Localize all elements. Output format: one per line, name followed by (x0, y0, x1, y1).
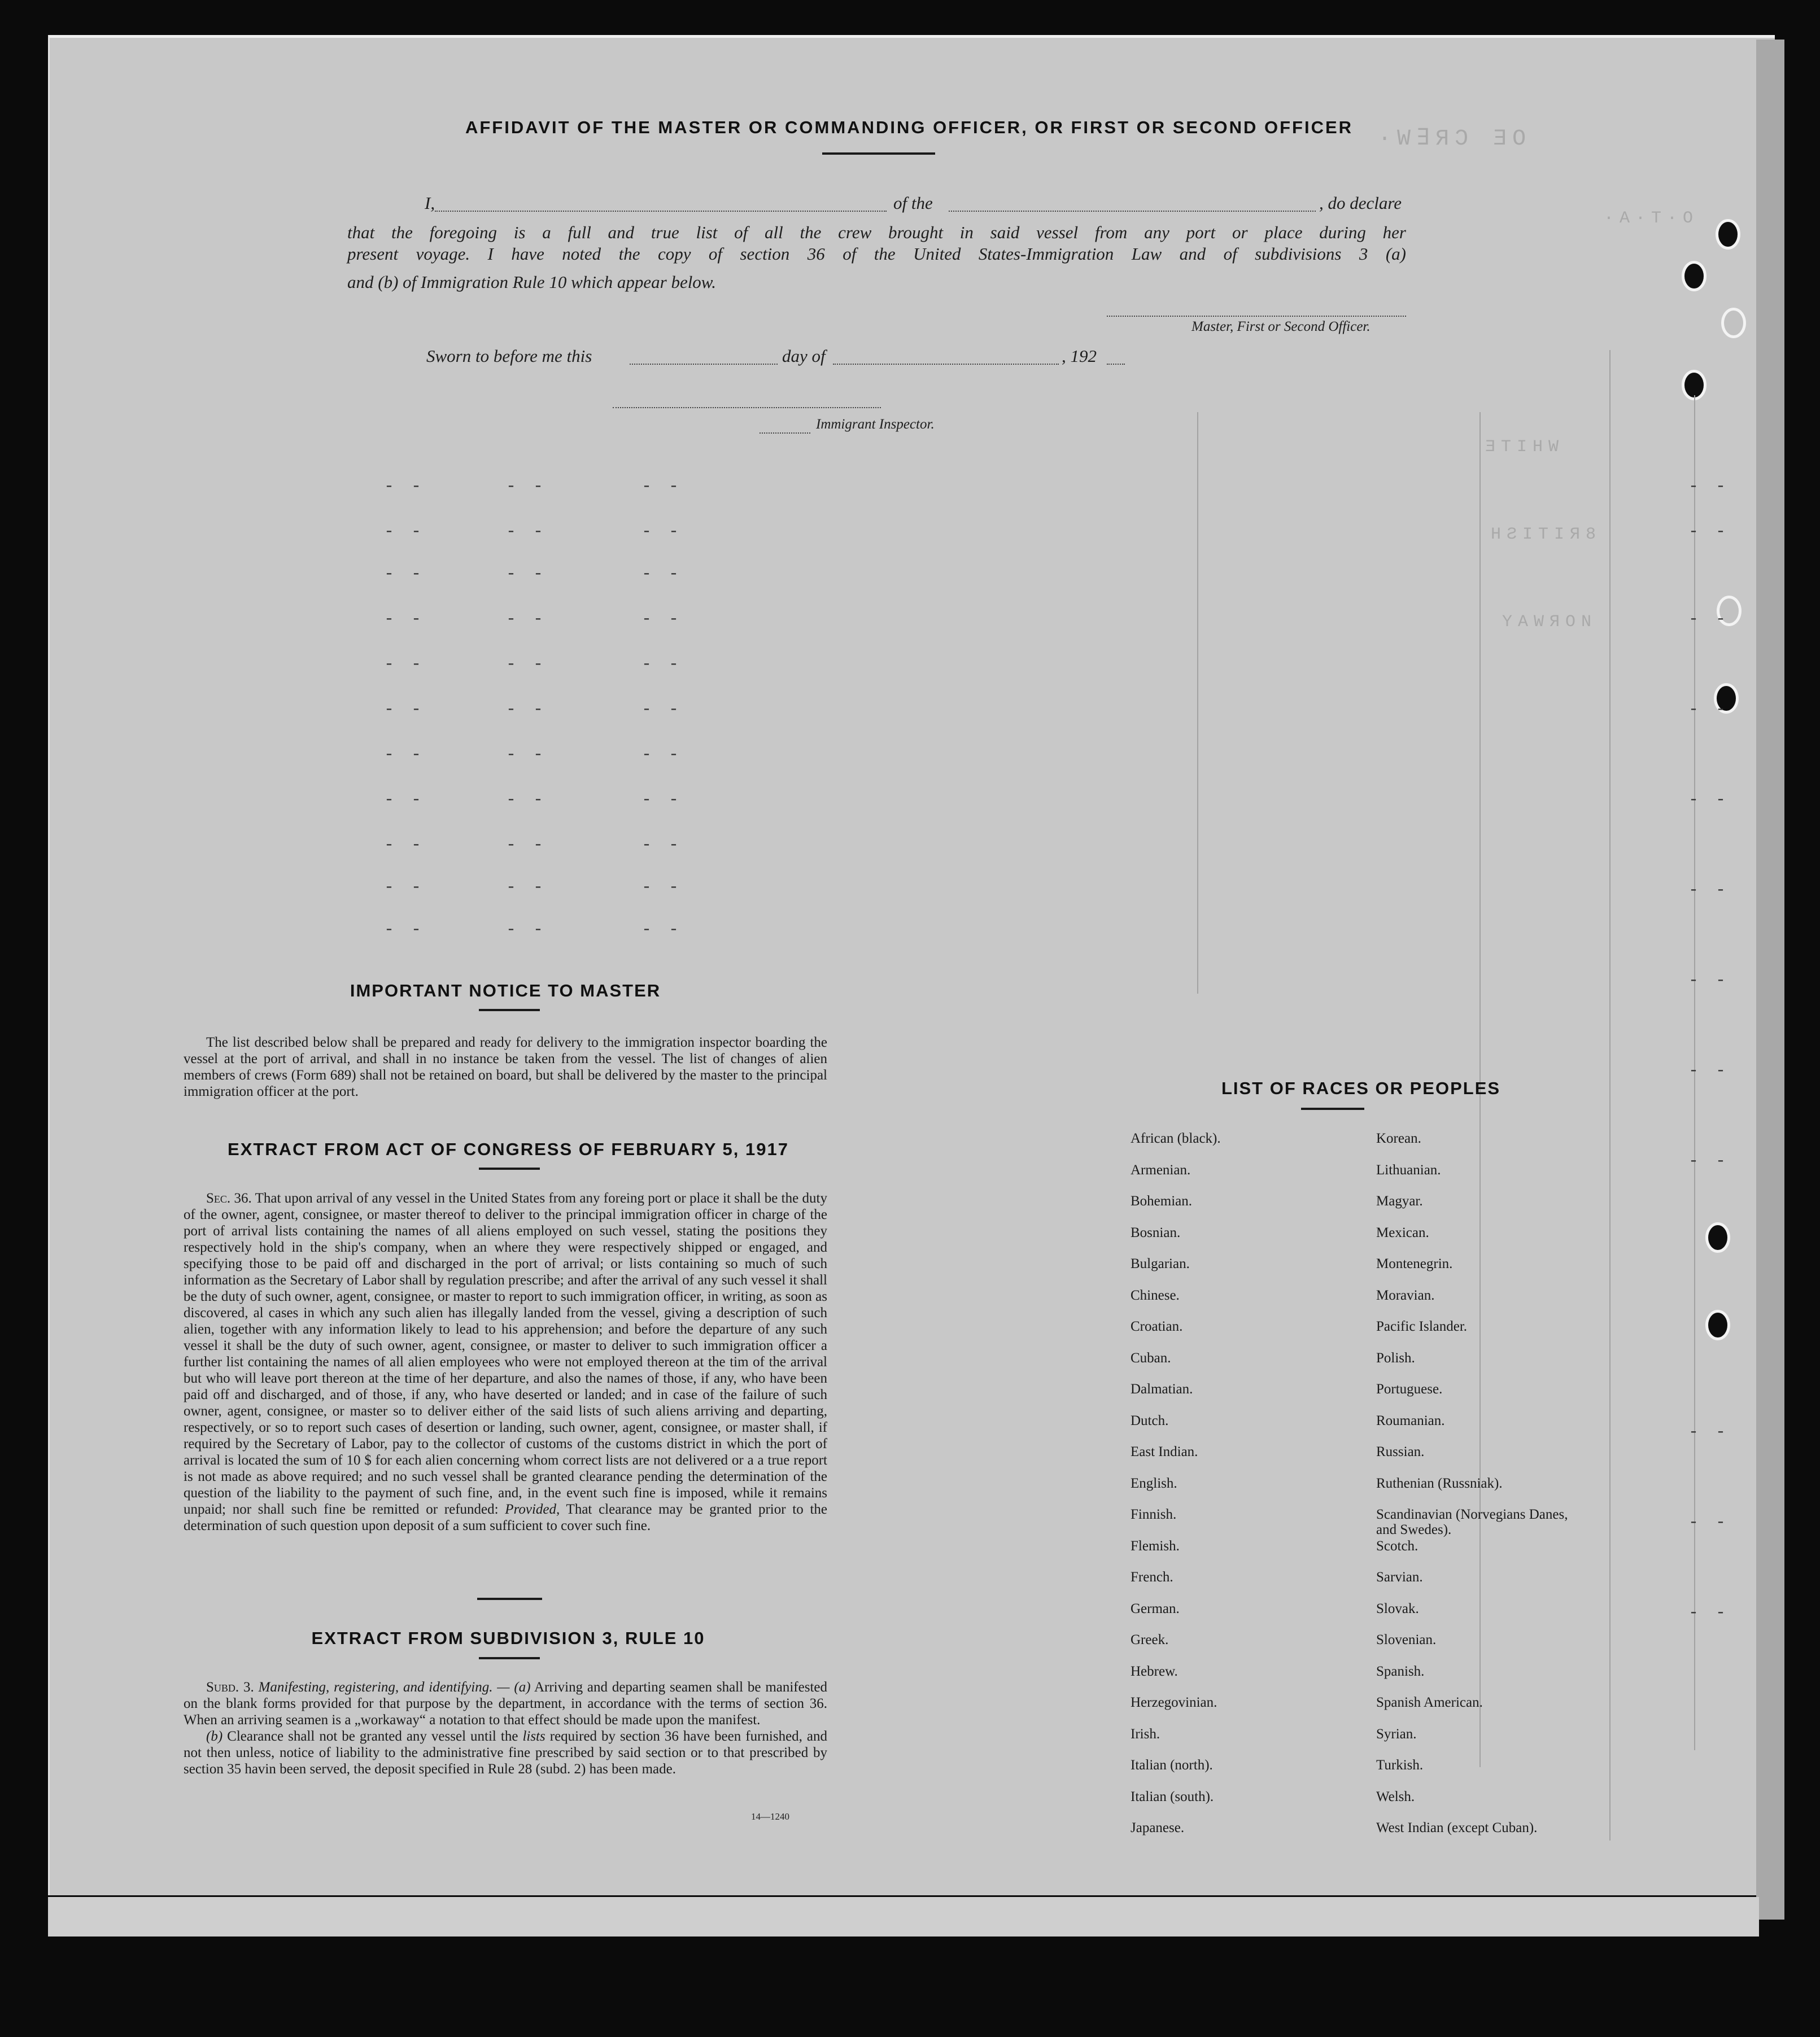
race-item: Dutch. (1131, 1413, 1169, 1428)
race-item: Scandinavian (Norvegians Danes, and Swedes). (1376, 1507, 1568, 1537)
declarant-name-field[interactable] (435, 210, 887, 212)
race-item: Mexican. (1376, 1225, 1429, 1240)
affidavit-title-rule (822, 152, 935, 155)
act-section-text: That upon arrival of any vessel in the United States from any foreing port or place it shall be the duty of the owner, agent, consignee, or master thereof to deliver to the principal immigration officer in charge of the port of arrival lists containing the names of all aliens employed on such vessel, stating the positions they respectively hold in the ship's company, when an where they were respectively shipped or engaged, and specifying those to be paid off and discharged in the port of arrival; or lists containing so much of such information as the Secretary of Labor shall by regulation prescribe; and after the arrival of any such vessel it shall be the duty of such owner, agent, consignee, or master to report to such immigration officer, in writing, as soon as discovered, al cases in which any such alien has illegally landed from the vessel, giving a description of such alien, together with any information likely to lead to his apprehension; and before the departure of any such vessel it shall be the duty of such owner, agent, consignee, or master to deliver to such immigration officer a further list containing the names of all alien employees who were not employed thereon at the tim of the arrival but who will leave port thereon at the time of her departure, and also the names of those, if any, who have been paid off and discharged, and of those, if any, who have deserted or landed; and in case of the failure of such owner, agent, consignee, or master so to deliver either of the said lists of such aliens arriving and departing, respectively, or so to report such cases of desertion or landing, such owner, agent, consignee, or master shall, if required by the Secretary of Labor, pay to the collector of customs of the customs district in which the port of arrival is located the sum of 10 $ for each alien concerning whom correct lists are not delivered or a a true report is not made as above required; and no such vessel shall be granted clearance pending the determination of the question of the liability to the payment of such fine, and, in the event such fine is imposed, while it remains unpaid; nor shall such fine be remitted or refunded: (184, 1191, 827, 1517)
table-dash: - - (1688, 971, 1730, 990)
vessel-name-field[interactable] (949, 210, 1316, 212)
binder-hole-icon (1705, 1222, 1730, 1253)
race-item: Armenian. (1131, 1162, 1191, 1178)
race-item: Pacific Islander. (1376, 1319, 1468, 1334)
notice-title: IMPORTANT NOTICE TO MASTER (350, 981, 661, 1000)
race-item: Moravian. (1376, 1287, 1435, 1303)
subdivision-title: EXTRACT FROM SUBDIVISION 3, RULE 10 (311, 1628, 705, 1648)
race-item: West Indian (except Cuban). (1376, 1820, 1538, 1835)
form-sheet (48, 35, 1775, 1895)
race-item: Croatian. (1131, 1319, 1183, 1334)
binder-hole-icon (1716, 219, 1740, 250)
sworn-year-field[interactable] (1107, 363, 1125, 365)
race-item: Ruthenian (Russniak). (1376, 1475, 1503, 1491)
table-dash: - - - - - - (384, 745, 683, 764)
act-end-rule (477, 1598, 542, 1600)
race-item: Sarvian. (1376, 1570, 1423, 1585)
race-item: Syrian. (1376, 1726, 1417, 1742)
bleed-through-text: YAWЯON (1502, 613, 1598, 632)
race-item: French. (1131, 1570, 1173, 1585)
race-item: East Indian. (1131, 1444, 1198, 1459)
bleed-through-text: HƧITIЯ8 (1491, 525, 1602, 544)
affidavit-line-2: that the foregoing is a full and true list of all the crew brought in said vessel from any port or place during her (347, 222, 1406, 242)
act-text (184, 1190, 827, 1534)
subd-heading: Manifesting, registering, and identifying. — (a) (258, 1680, 531, 1695)
bleed-through-text: ƎTIHW (1485, 438, 1565, 457)
subdivision-title-rule (479, 1657, 540, 1659)
table-dash: - - (1688, 881, 1730, 900)
race-item: Russian. (1376, 1444, 1425, 1459)
binder-hole-icon (1682, 261, 1706, 291)
race-item: Bosnian. (1131, 1225, 1181, 1240)
race-item: Bohemian. (1131, 1194, 1193, 1209)
affidavit-title: AFFIDAVIT OF THE MASTER OR COMMANDING OFFICER, OR FIRST OR SECOND OFFICER (465, 117, 1354, 137)
table-dash: - - (1688, 700, 1730, 719)
sworn-label: Sworn to before me this (426, 346, 592, 366)
subd-label-b: (b) (206, 1729, 223, 1744)
race-item: Herzegovinian. (1131, 1695, 1217, 1710)
race-item: Scotch. (1376, 1538, 1419, 1554)
race-item: Slovenian. (1376, 1632, 1437, 1647)
races-title-rule (1301, 1108, 1364, 1110)
subd-text-b-1: Clearance shall not be granted any vessel until the (227, 1729, 518, 1744)
inspector-signature-field-2[interactable] (760, 432, 810, 434)
race-item: Finnish. (1131, 1507, 1177, 1522)
sworn-day-field[interactable] (630, 363, 778, 365)
act-title: EXTRACT FROM ACT OF CONGRESS OF FEBRUARY 5, 1917 (228, 1139, 789, 1159)
subd-label: Subd. 3. (206, 1680, 254, 1695)
act-title-rule (479, 1168, 540, 1170)
table-dash: - - - - - - (384, 610, 683, 629)
table-dash: - - - - - - (384, 920, 683, 939)
table-dash: - - - - - - (384, 655, 683, 674)
race-item: Dalmatian. (1131, 1382, 1193, 1397)
of-the-label: of the (893, 193, 933, 213)
master-signature-label: Master, First or Second Officer. (1191, 319, 1371, 334)
table-dash: - - (1688, 790, 1730, 810)
notice-paragraph: The list described below shall be prepared and ready for delivery to the immigration inspector boarding the vessel at the port of arrival, and shall in no instance be taken from the vessel. The list of changes of alien members of crews (Form 689) shall not be retained on board, but shall be delivered by the master to the principal immigration officer at the port. (184, 1035, 827, 1099)
master-signature-field[interactable] (1107, 315, 1406, 317)
race-item: Turkish. (1376, 1758, 1424, 1773)
race-item: Lithuanian. (1376, 1162, 1441, 1178)
subd-text-a: Arriving and departing seamen shall be manifested on the blank forms provided for that purpose by the department, in accordance with the terms of section 36. When an arriving seamen is a „workaway“ a notation to that effect should be made upon the manifest. (184, 1680, 828, 1728)
binder-hole-icon (1721, 308, 1746, 338)
race-item: Welsh. (1376, 1789, 1415, 1804)
race-item: German. (1131, 1601, 1180, 1616)
table-dash: - - (1688, 1061, 1730, 1081)
year-label: , 192 (1062, 346, 1097, 366)
race-item: English. (1131, 1475, 1177, 1491)
act-provided: Provided, (505, 1502, 560, 1517)
race-item: Polish. (1376, 1350, 1415, 1366)
race-item: Magyar. (1376, 1194, 1423, 1209)
race-item: Italian (south). (1131, 1789, 1214, 1804)
race-item: Irish. (1131, 1726, 1160, 1742)
table-dash: - - - - - - (384, 477, 683, 496)
race-item: Greek. (1131, 1632, 1169, 1647)
bleed-through-text: ·W∃ЯƆ ƎO (1378, 126, 1532, 152)
race-item: Cuban. (1131, 1350, 1171, 1366)
race-item: Japanese. (1131, 1820, 1185, 1835)
notice-title-rule (479, 1009, 540, 1011)
bleed-through-text: ·A·T·O (1604, 209, 1699, 228)
race-item: Italian (north). (1131, 1758, 1213, 1773)
inspector-label: Immigrant Inspector. (816, 417, 935, 432)
race-item: Spanish American. (1376, 1695, 1483, 1710)
declarant-label: I, (425, 193, 435, 213)
notice-text (184, 1034, 827, 1100)
race-item: African (black). (1131, 1131, 1221, 1146)
table-dash: - - (1688, 1603, 1730, 1623)
table-dash: - - (1688, 1513, 1730, 1532)
do-declare-label: , do declare (1319, 193, 1402, 213)
race-item: Bulgarian. (1131, 1256, 1190, 1271)
table-dash: - - - - - - (384, 522, 683, 541)
race-item: Chinese. (1131, 1287, 1180, 1303)
table-dash: - - - - - - (384, 836, 683, 855)
table-dash: - - (1688, 1423, 1730, 1442)
affidavit-line-4: and (b) of Immigration Rule 10 which appear below. (347, 272, 716, 292)
act-section-text-end: That clearance may be granted prior to the determination of such question upon deposit of a sum sufficient to cover such fine. (184, 1502, 827, 1533)
table-dash: - - (1688, 522, 1730, 541)
table-dash: - - (1688, 1152, 1730, 1171)
race-item: Hebrew. (1131, 1663, 1178, 1679)
subd-lists-word: lists (522, 1729, 545, 1744)
race-item: Spanish. (1376, 1663, 1425, 1679)
race-item: Roumanian. (1376, 1413, 1445, 1428)
subd-text-b-2: required by section 36 have been furnished, and not then unless, notice of liability to the administrative fine prescribed by said section or to that prescribed by section 35 havin been served, the deposit specified in Rule 28 (subd. 2) has been made. (184, 1729, 828, 1777)
sworn-month-field[interactable] (833, 363, 1059, 365)
race-item: Korean. (1376, 1131, 1421, 1146)
race-item: Flemish. (1131, 1538, 1180, 1554)
day-of-label: day of (782, 346, 826, 366)
table-dash: - - - - - - (384, 565, 683, 584)
subdivision-text (184, 1679, 827, 1777)
affidavit-line-3: present voyage. I have noted the copy of section 36 of the United States-Immigration Law and of subdivisions 3 (a) (347, 244, 1406, 264)
table-dash: - - - - - - (384, 700, 683, 719)
table-dash: - - - - - - (384, 790, 683, 810)
page-edge (1756, 40, 1784, 1920)
bottom-strip (48, 1897, 1759, 1937)
inspector-signature-field[interactable] (613, 406, 881, 408)
race-item: Portuguese. (1376, 1382, 1443, 1397)
bleed-through-line (1609, 350, 1610, 1841)
form-number: 14—1240 (751, 1811, 789, 1822)
table-dash: - - (1688, 477, 1730, 496)
table-dash: - - - - - - (384, 878, 683, 897)
table-dash: - - (1688, 610, 1730, 629)
bleed-through-line (1197, 412, 1198, 994)
act-section-label: Sec. 36. (206, 1191, 252, 1206)
races-title: LIST OF RACES OR PEOPLES (1221, 1078, 1501, 1098)
binder-hole-icon (1705, 1310, 1730, 1340)
race-item: Montenegrin. (1376, 1256, 1453, 1271)
race-item: Slovak. (1376, 1601, 1419, 1616)
